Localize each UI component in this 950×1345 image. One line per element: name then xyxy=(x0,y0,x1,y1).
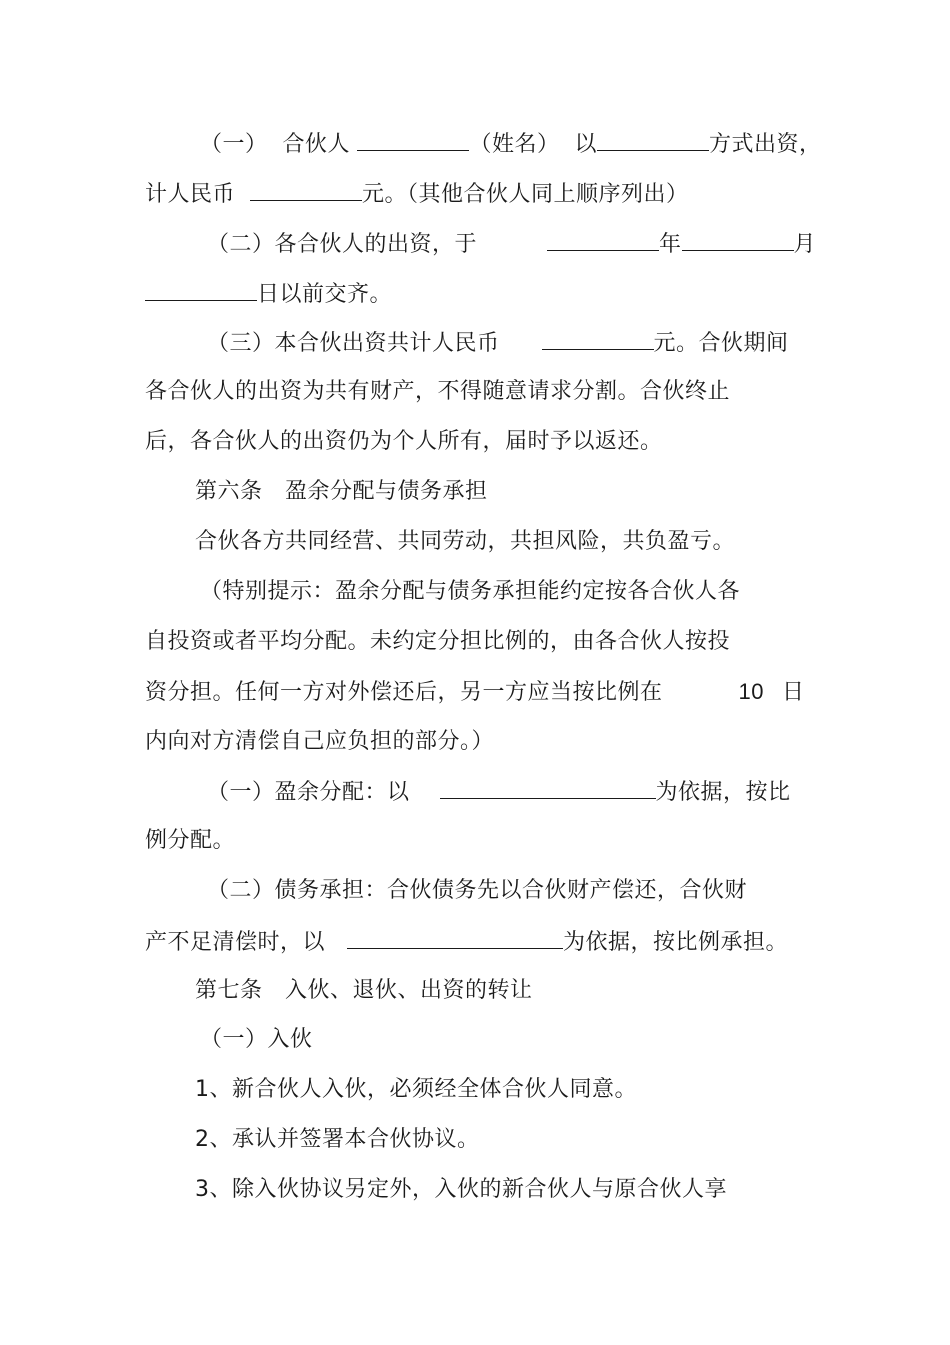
days-number: 10 xyxy=(738,679,764,704)
text-segment: 资分担。任何一方对外偿还后，另一方应当按比例在 xyxy=(145,680,663,705)
special-note-line-3 xyxy=(145,677,805,708)
blank-field-month xyxy=(682,228,794,251)
text-segment: （姓名） 以 xyxy=(469,132,597,157)
text-segment: （二）各合伙人的出资，于 xyxy=(207,232,478,257)
profit-distribution-line-1 xyxy=(207,776,791,808)
blank-field-profit-basis xyxy=(440,776,656,799)
blank-field-day xyxy=(145,278,257,301)
text-segment: 日以前交齐。 xyxy=(257,282,393,307)
blank-field-amount xyxy=(250,178,362,201)
debt-bearing-line-2 xyxy=(145,926,788,958)
admission-subheading: （一）入伙 xyxy=(200,1027,313,1052)
blank-field-year xyxy=(547,228,659,251)
article-7-heading: 第七条 入伙、退伙、出资的转让 xyxy=(195,978,533,1003)
blank-field-debt-basis xyxy=(347,926,563,949)
blank-field-partner-name xyxy=(357,128,469,151)
admission-item-3: 3、除入伙协议另定外，入伙的新合伙人与原合伙人享 xyxy=(195,1177,727,1202)
deadline-line-2 xyxy=(145,278,392,310)
text-segment: 元。合伙期间 xyxy=(653,331,789,356)
text-segment: （一） 合伙人 xyxy=(200,132,358,157)
total-contribution-line-1 xyxy=(207,327,789,359)
text-segment: （三）本合伙出资共计人民币 xyxy=(207,331,500,356)
text-segment: 方式出资， xyxy=(708,132,822,157)
text-segment: （一）盈余分配：以 xyxy=(207,780,410,805)
blank-field-total-amount xyxy=(542,327,654,350)
admission-item-2: 2、承认并签署本合伙协议。 xyxy=(195,1127,480,1152)
text-segment: 日 xyxy=(782,680,805,705)
text-segment: 年 xyxy=(659,232,682,257)
profit-distribution-line-2: 例分配。 xyxy=(145,828,236,853)
text-segment: 为依据，按比例承担。 xyxy=(563,930,789,955)
special-note-line-4: 内向对方清偿自己应负担的部分。） xyxy=(145,729,495,754)
contribution-line-2 xyxy=(145,178,689,210)
blank-field-contribution-method xyxy=(597,128,709,151)
text-segment: 元。（其他合伙人同上顺序列出） xyxy=(362,182,689,207)
article-6-heading: 第六条 盈余分配与债务承担 xyxy=(195,479,488,504)
total-contribution-line-3: 后，各合伙人的出资仍为个人所有，届时予以返还。 xyxy=(145,429,663,454)
total-contribution-line-2: 各合伙人的出资为共有财产，不得随意请求分割。合伙终止 xyxy=(145,379,731,404)
text-segment: 为依据，按比 xyxy=(655,780,791,805)
article-6-paragraph: 合伙各方共同经营、共同劳动，共担风险，共负盈亏。 xyxy=(195,529,736,554)
deadline-line-1 xyxy=(207,228,816,260)
text-segment: 计人民币 xyxy=(145,182,250,207)
contribution-line-1 xyxy=(200,128,822,160)
admission-item-1: 1、新合伙人入伙，必须经全体合伙人同意。 xyxy=(195,1077,637,1102)
debt-bearing-line-1: （二）债务承担：合伙债务先以合伙财产偿还，合伙财 xyxy=(207,878,748,903)
special-note-line-2: 自投资或者平均分配。未约定分担比例的，由各合伙人按投 xyxy=(145,629,731,654)
text-segment: 产不足清偿时，以 xyxy=(145,930,326,955)
text-segment: 月 xyxy=(793,232,817,257)
special-note-line-1: （特别提示：盈余分配与债务承担能约定按各合伙人各 xyxy=(200,579,741,604)
